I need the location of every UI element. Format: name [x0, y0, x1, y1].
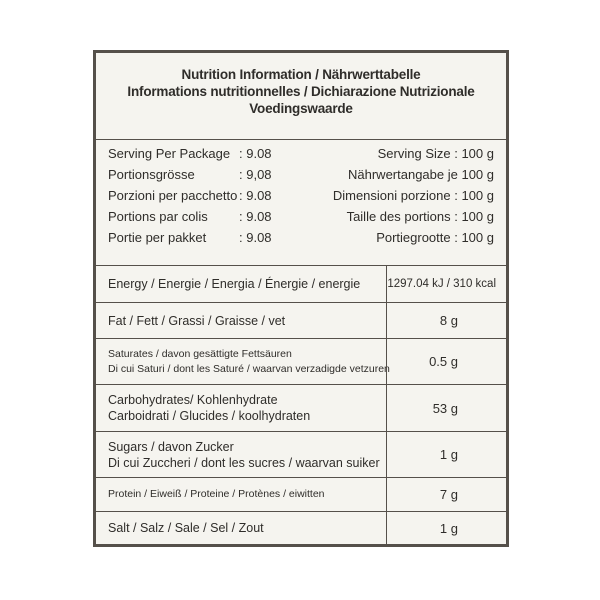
- nutrient-value: 1 g: [439, 520, 458, 536]
- nutrient-label-line1: Sugars / davon Zucker: [108, 439, 234, 454]
- serving-label: Serving Per Package: [108, 146, 231, 161]
- nutrient-label-line1: Carbohydrates/ Kohlenhydrate: [108, 393, 278, 407]
- serving-row: [96, 165, 506, 185]
- header-title-line2: Informations nutritionnelles / Dichiarazione Nutrizionale: [127, 84, 475, 99]
- nutrition-label: [93, 50, 509, 547]
- nutrient-label: [108, 432, 380, 477]
- nutrient-value: 8 g: [439, 313, 458, 328]
- label-header: [96, 53, 506, 139]
- nutrient-value: 53 g: [432, 400, 458, 416]
- nutrient-label: [108, 266, 360, 302]
- nutrient-label: [108, 512, 264, 544]
- serving-row: [96, 144, 506, 164]
- nutrient-label-line1: Saturates / davon gesättigte Fettsäuren: [108, 347, 292, 360]
- serving-value: : 9.08: [239, 146, 272, 161]
- nutrient-label: [108, 339, 390, 384]
- serving-value: : 9.08: [239, 209, 272, 224]
- nutrient-label-line1: Salt / Salz / Sale / Sel / Zout: [108, 521, 264, 535]
- header-title-line3: Voedingswaarde: [249, 101, 353, 116]
- serving-size: Portiegrootte : 100 g: [376, 230, 494, 245]
- nutrient-label-line2: Di cui Saturi / dont les Saturé / waarvan verzadigde vetzuren: [108, 362, 390, 375]
- nutrient-row-saturates: [96, 339, 506, 384]
- serving-row: [96, 228, 506, 248]
- nutrient-label-line1: Protein / Eiweiß / Proteine / Protènes / eiwitten: [108, 488, 325, 500]
- serving-value: : 9.08: [239, 230, 272, 245]
- header-divider: [96, 139, 506, 140]
- serving-row: [96, 207, 506, 227]
- serving-label: Porzioni per pacchetto: [108, 188, 238, 203]
- serving-row: [96, 186, 506, 206]
- serving-label: Portions par colis: [108, 209, 208, 224]
- header-title-line1: Nutrition Information / Nährwerttabelle: [181, 67, 421, 82]
- nutrient-value: 0.5 g: [429, 354, 458, 369]
- nutrient-label: [108, 385, 310, 431]
- nutrient-value: 7 g: [439, 487, 458, 502]
- nutrient-row-sugars: [96, 432, 506, 477]
- nutrient-row-carbohydrates: [96, 385, 506, 431]
- serving-label: Portionsgrösse: [108, 167, 195, 182]
- serving-label: Portie per pakket: [108, 230, 207, 245]
- nutrient-label-line2: Di cui Zuccheri / dont les sucres / waarvan suiker: [108, 455, 380, 470]
- serving-size: Nährwertangabe je 100 g: [348, 167, 494, 182]
- nutrient-label: [108, 303, 285, 338]
- nutrient-label-line1: Fat / Fett / Grassi / Graisse / vet: [108, 313, 286, 328]
- serving-size: Dimensioni porzione : 100 g: [332, 188, 494, 203]
- nutrient-value: 1 g: [439, 447, 458, 462]
- column-divider: [386, 266, 387, 544]
- nutrient-row-energy: [96, 266, 506, 302]
- nutrient-row-protein: [96, 478, 506, 511]
- nutrient-value: 1297.04 kJ / 310 kcal: [387, 278, 496, 290]
- serving-size: Serving Size : 100 g: [377, 146, 494, 161]
- nutrient-label-line2: Carboidrati / Glucides / koolhydraten: [108, 409, 311, 423]
- serving-size: Taille des portions : 100 g: [346, 209, 494, 224]
- nutrient-row-fat: [96, 303, 506, 338]
- nutrient-row-salt: [96, 512, 506, 544]
- serving-value: : 9,08: [239, 167, 272, 182]
- serving-value: : 9.08: [239, 188, 272, 203]
- nutrient-label-line1: Energy / Energie / Energia / Énergie / energie: [108, 277, 361, 291]
- nutrient-label: [108, 478, 325, 511]
